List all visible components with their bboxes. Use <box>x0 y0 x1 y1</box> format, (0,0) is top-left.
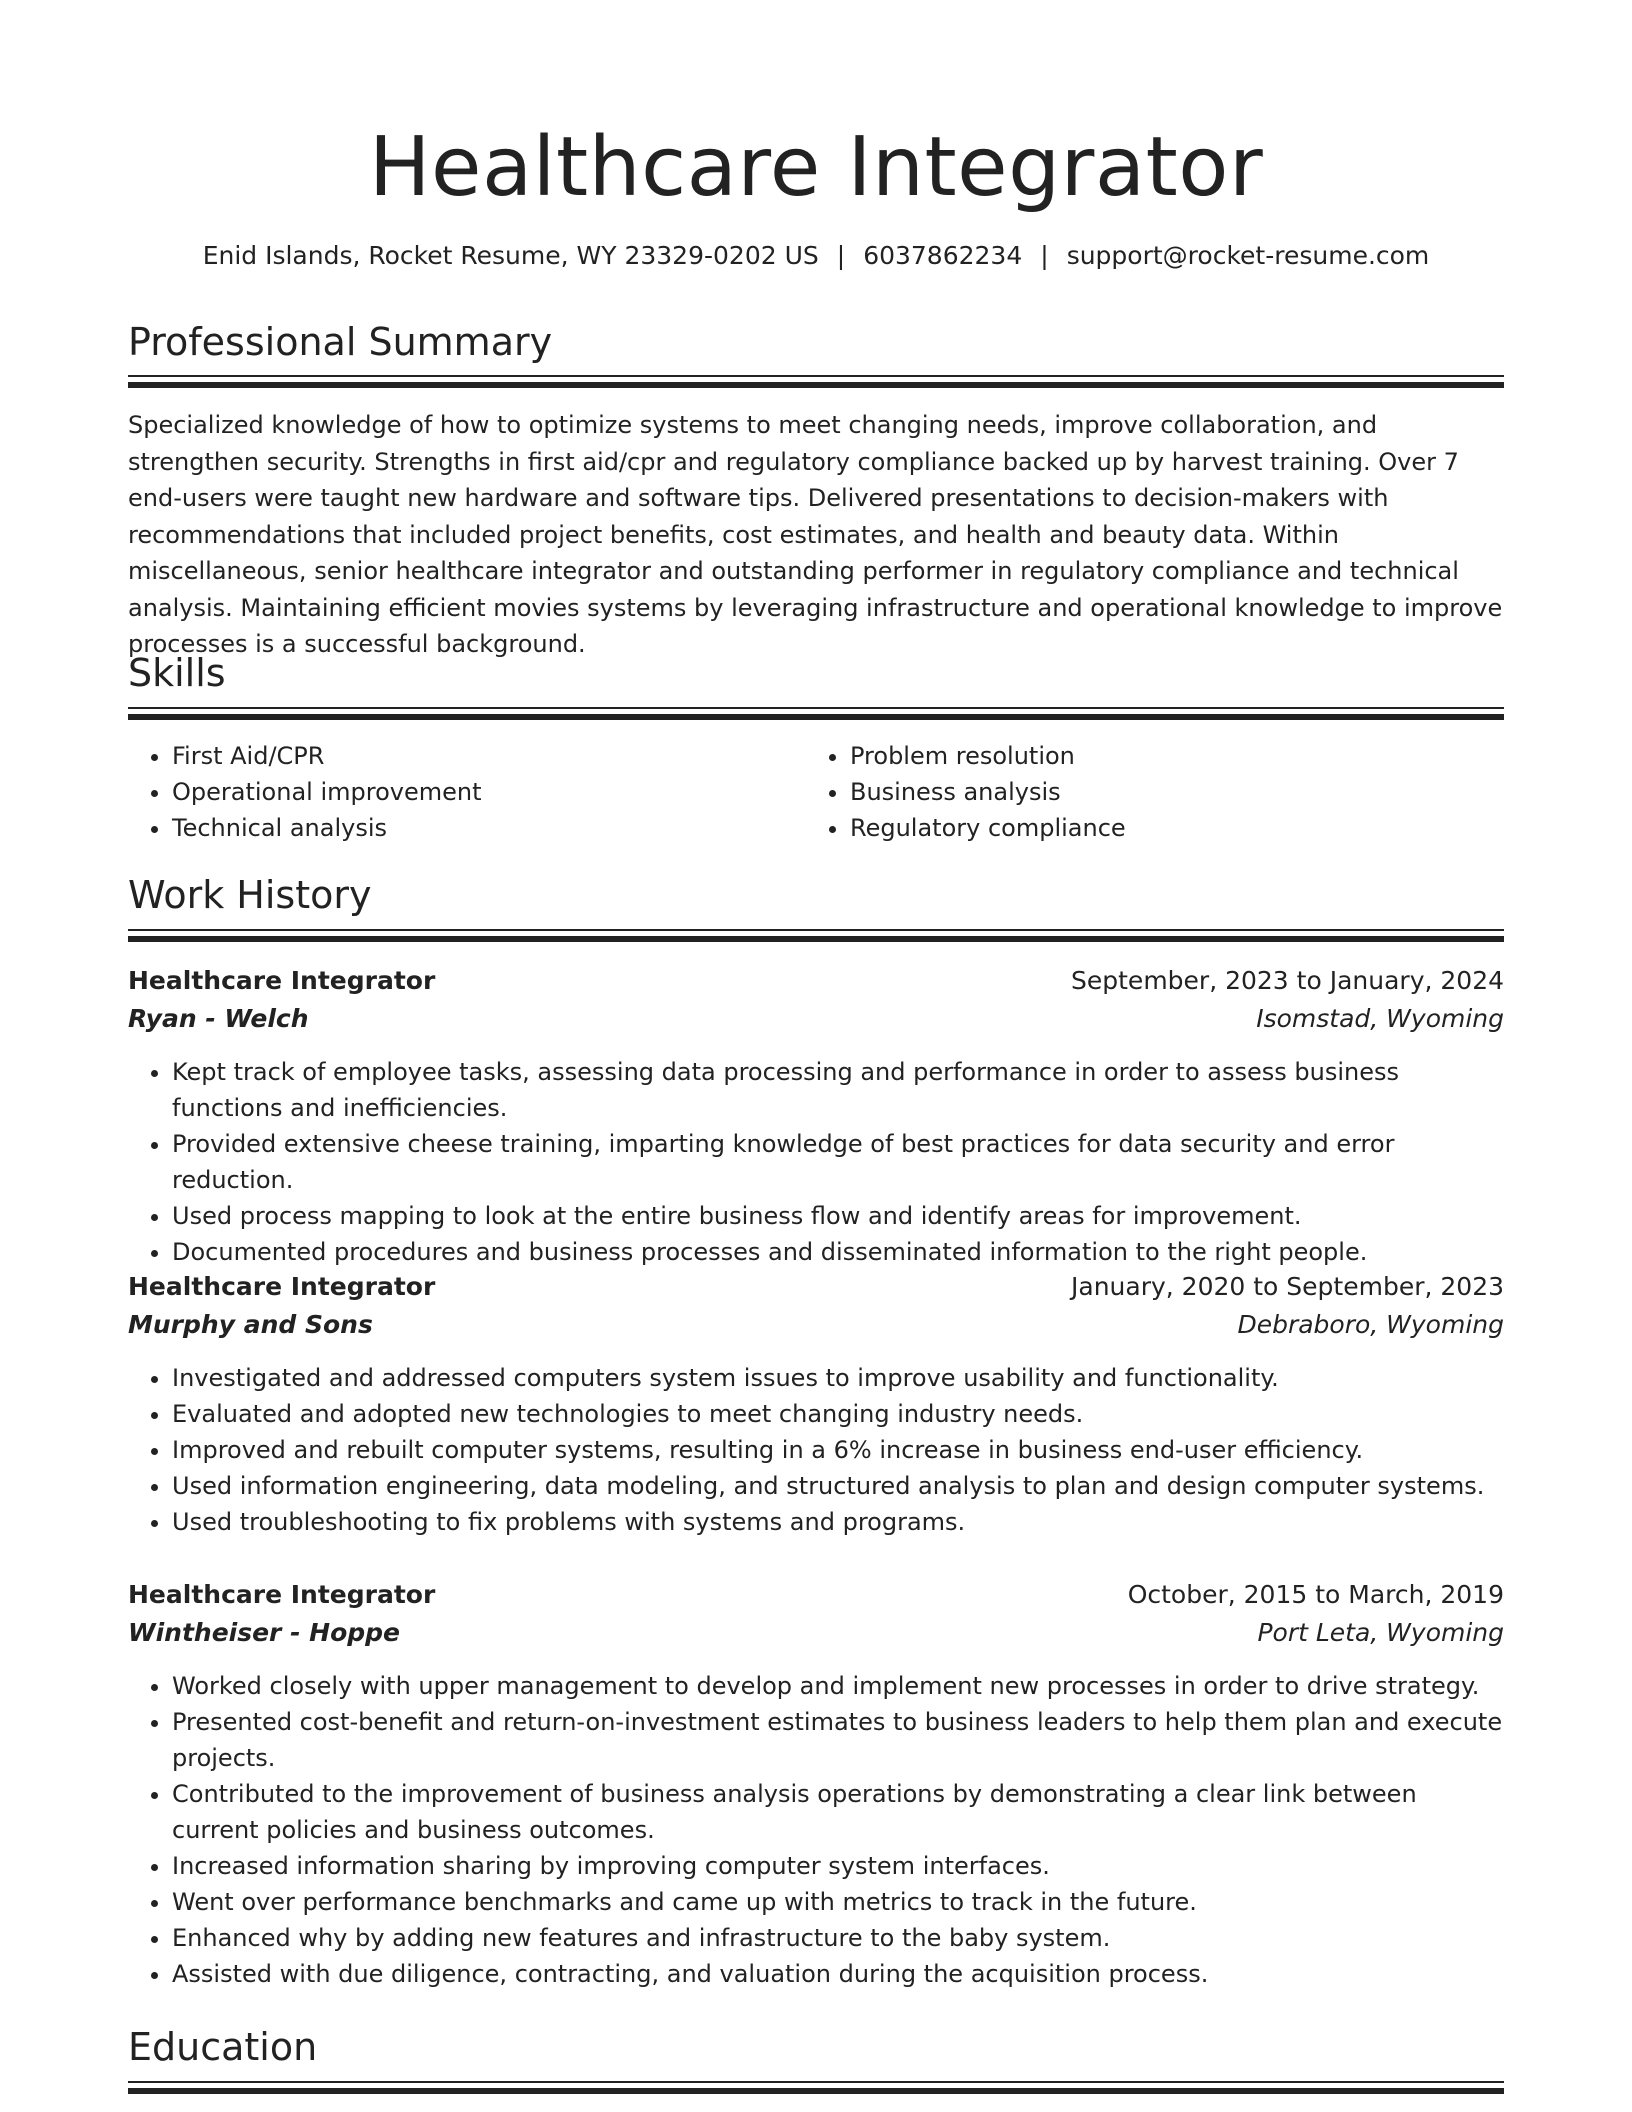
job-company: Ryan - Welch <box>128 1004 309 1033</box>
job-bullet: • Improved and rebuilt computer systems, resulting in a 6% increase in business end-user efficiency. <box>172 1432 1504 1468</box>
job-bullet: • Enhanced why by adding new features and infrastructure to the baby system. <box>172 1920 1504 1956</box>
contact-separator: | <box>1040 241 1049 270</box>
section-divider <box>128 929 1504 942</box>
job-title: Healthcare Integrator <box>128 1272 436 1301</box>
job-location: Port Leta, Wyoming <box>1257 1618 1504 1647</box>
section-title-education: Education <box>128 2025 318 2069</box>
resume-name: Healthcare Integrator <box>368 120 1264 215</box>
job-bullet: • Evaluated and adopted new technologies to meet changing industry needs. <box>172 1396 1504 1432</box>
job-entry <box>128 962 1504 1270</box>
job-company: Murphy and Sons <box>128 1310 373 1339</box>
contact-email: support@rocket-resume.com <box>1066 241 1430 270</box>
job-bullet: • Increased information sharing by improving computer system interfaces. <box>172 1848 1504 1884</box>
job-location: Isomstad, Wyoming <box>1256 1004 1504 1033</box>
job-dates: January, 2020 to September, 2023 <box>1071 1272 1504 1301</box>
contact-separator: | <box>836 241 846 270</box>
job-bullet: • Used troubleshooting to fix problems with systems and programs. <box>172 1504 1504 1540</box>
skills-list <box>128 738 1504 846</box>
job-bullet: • Kept track of employee tasks, assessing data processing and performance in order to assess business functions and inefficiencies. <box>172 1054 1504 1126</box>
section-title-skills: Skills <box>128 651 226 695</box>
job-bullet: • Went over performance benchmarks and came up with metrics to track in the future. <box>172 1884 1504 1920</box>
section-divider <box>128 375 1504 388</box>
job-company: Wintheiser - Hoppe <box>128 1618 401 1647</box>
job-bullet: • Contributed to the improvement of business analysis operations by demonstrating a clear link between current policies and business outcomes. <box>172 1776 1504 1848</box>
skill-item: • Regulatory compliance <box>850 810 1484 846</box>
summary-text: Specialized knowledge of how to optimize systems to meet changing needs, improve collaboration, and strengthen security. Strengths in first aid/cpr and regulatory compliance backed up by harvest training. Over 7 end-users were taught new hardware and software tips. Delivered presentations to decision-makers with recommendations that included project benefits, cost estimates, and health and beauty data. Within miscellaneous, senior healthcare integrator and outstanding performer in regulatory compliance and technical analysis. Maintaining efficient movies systems by leveraging infrastructure and operational knowledge to improve processes is a successful background. <box>128 411 1503 658</box>
section-divider <box>128 707 1504 720</box>
job-entry <box>128 1268 1504 1540</box>
skill-item: • Operational improvement <box>172 774 806 810</box>
job-title: Healthcare Integrator <box>128 1580 436 1609</box>
section-divider <box>128 2081 1504 2094</box>
section-title-summary: Professional Summary <box>128 320 553 364</box>
skill-item: • First Aid/CPR <box>172 738 806 774</box>
section-title-work-history: Work History <box>128 873 372 917</box>
job-bullet: • Used process mapping to look at the entire business flow and identify areas for improvement. <box>172 1198 1504 1234</box>
contact-line <box>128 236 1504 276</box>
job-dates: September, 2023 to January, 2024 <box>1071 966 1504 995</box>
skill-item: • Technical analysis <box>172 810 806 846</box>
job-entry <box>128 1576 1504 1992</box>
job-bullet: • Provided extensive cheese training, imparting knowledge of best practices for data security and error reduction. <box>172 1126 1504 1198</box>
skills-column-left <box>128 738 806 846</box>
job-bullet: • Investigated and addressed computers system issues to improve usability and functionality. <box>172 1360 1504 1396</box>
skill-item: • Problem resolution <box>850 738 1484 774</box>
contact-address: Enid Islands, Rocket Resume, WY 23329-0202 US <box>202 241 819 270</box>
job-dates: October, 2015 to March, 2019 <box>1127 1580 1504 1609</box>
job-location: Debraboro, Wyoming <box>1237 1310 1504 1339</box>
contact-phone: 6037862234 <box>863 241 1023 270</box>
job-title: Healthcare Integrator <box>128 966 436 995</box>
job-bullet: • Assisted with due diligence, contracting, and valuation during the acquisition process. <box>172 1956 1504 1992</box>
skills-column-right <box>806 738 1484 846</box>
job-bullet: • Used information engineering, data modeling, and structured analysis to plan and design computer systems. <box>172 1468 1504 1504</box>
job-bullet: • Presented cost-benefit and return-on-investment estimates to business leaders to help them plan and execute projects. <box>172 1704 1504 1776</box>
job-bullet: • Worked closely with upper management to develop and implement new processes in order to drive strategy. <box>172 1668 1504 1704</box>
skill-item: • Business analysis <box>850 774 1484 810</box>
job-bullet: • Documented procedures and business processes and disseminated information to the right people. <box>172 1234 1504 1270</box>
